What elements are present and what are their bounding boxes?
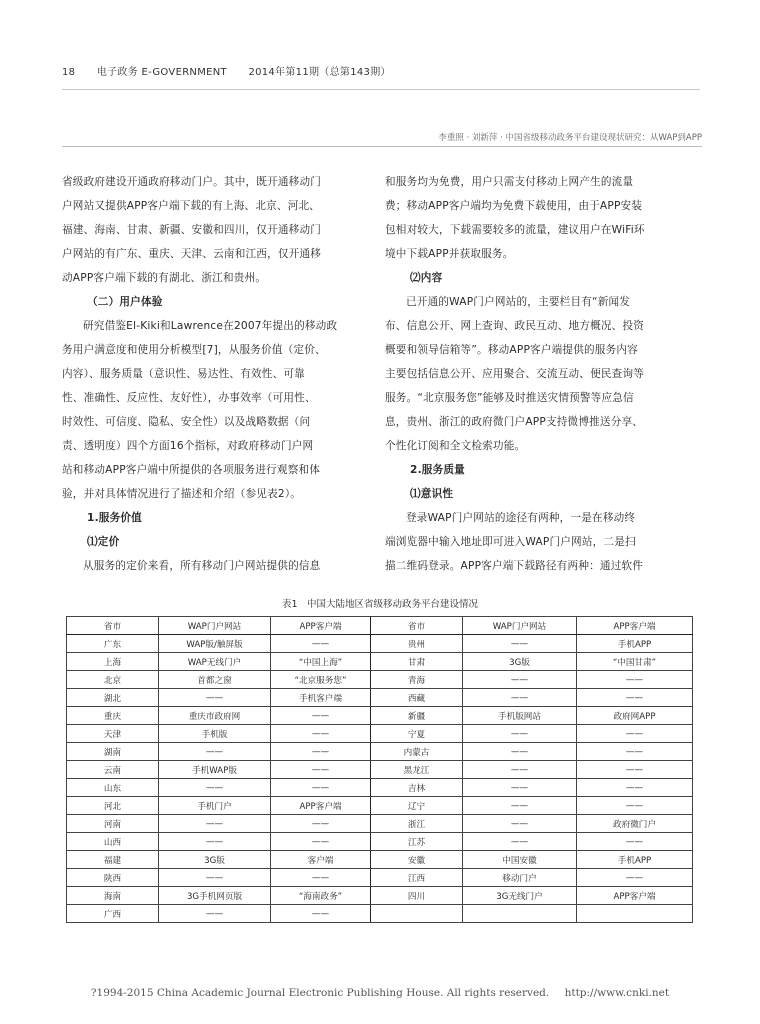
province-platform-table [66,616,693,923]
table-cell: 手机版网站 [463,707,577,725]
paragraph-line: 布、信息公开、网上查询、政民互动、地方概况、投资 [385,320,645,332]
table-cell: —— [463,725,577,743]
table-cell: —— [577,725,693,743]
section-heading: ⑴定价 [87,536,120,548]
table-header-cell: 省市 [371,617,463,635]
table-cell: —— [463,689,577,707]
paragraph-line: 费；移动APP客户端均为免费下载使用，由于APP安装 [385,200,643,212]
table-cell: —— [159,815,271,833]
table-cell: —— [159,779,271,797]
paragraph-line: 服务。“北京服务您”能够及时推送灾情预警等应急信 [385,392,634,404]
table-cell: 安徽 [371,851,463,869]
table-cell: WAP版/触屏版 [159,635,271,653]
table-row [67,761,693,779]
table-cell: 甘肃 [371,653,463,671]
table-cell: “北京服务您” [271,671,371,689]
right-column [385,170,685,578]
table-cell: —— [577,869,693,887]
table-cell: 四川 [371,887,463,905]
table-cell: —— [577,833,693,851]
table-cell: —— [463,833,577,851]
footer [0,987,760,999]
journal-name: 电子政务 E-GOVERNMENT [96,67,227,78]
table-cell: —— [271,815,371,833]
paragraph-line: 研究借鉴El-Kiki和Lawrence在2007年提出的移动政 [83,320,338,332]
table-cell: 手机WAP版 [159,761,271,779]
table-cell: WAP无线门户 [159,653,271,671]
table-cell: —— [271,725,371,743]
table-row [67,779,693,797]
table-cell: 新疆 [371,707,463,725]
left-column [62,170,362,578]
table-cell: —— [463,671,577,689]
table-cell: 手机客户端 [271,689,371,707]
paragraph-line: 责、透明度）四个方面16个指标，对政府移动门户网 [62,440,314,452]
table-row [67,869,693,887]
table-cell: 贵州 [371,635,463,653]
table-cell: —— [159,689,271,707]
paragraph-line: 福建、海南、甘肃、新疆、安徽和四川，仅开通移动门 [62,224,322,236]
table-cell: 手机门户 [159,797,271,815]
table-header-row [67,617,693,635]
table-header-cell: 省市 [67,617,159,635]
table-cell: 首都之窗 [159,671,271,689]
paragraph-line: 已开通的WAP门户网站的，主要栏目有“新闻发 [406,296,631,308]
paragraph-line: 验，并对具体情况进行了描述和介绍（参见表2）。 [62,488,302,500]
table-cell: APP客户端 [577,887,693,905]
table-cell: 湖北 [67,689,159,707]
copyright-notice: ?1994-2015 China Academic Journal Electronic Publishing House. All rights reserved. [90,987,550,999]
paragraph-line: 描二维码登录。APP客户端下载路径有两种：通过软件 [385,560,644,572]
table-cell: 中国安徽 [463,851,577,869]
table-cell: —— [271,905,371,923]
table-cell: 宁夏 [371,725,463,743]
table-row [67,797,693,815]
table-cell [577,905,693,923]
paragraph-line: 个性化订阅和全文检索功能。 [385,440,526,452]
table-cell: 3G无线门户 [463,887,577,905]
table-cell: 云南 [67,761,159,779]
running-header [62,63,409,78]
table-row [67,815,693,833]
paragraph-line: 动APP客户端下载的有湖北、浙江和贵州。 [62,272,267,284]
table-cell: “中国甘肃” [577,653,693,671]
table-cell: 3G手机网页版 [159,887,271,905]
table-cell: —— [271,779,371,797]
table-cell: 江西 [371,869,463,887]
issue-info: 2014年第11期（总第143期） [248,67,391,78]
table-cell: —— [271,707,371,725]
table-cell: —— [159,869,271,887]
section-heading: 1.服务价值 [87,512,142,524]
table-header-cell: WAP门户网站 [159,617,271,635]
paragraph-line: 省级政府建设开通政府移动门户。其中，既开通移动门 [62,176,322,188]
table-cell: 北京 [67,671,159,689]
table-cell: 河南 [67,815,159,833]
table-cell: —— [463,779,577,797]
table-cell: —— [577,671,693,689]
table-cell: 政府微门户 [577,815,693,833]
paragraph-line: 息，贵州、浙江的政府微门户APP支持微博推送分享、 [385,416,644,428]
table-cell [371,905,463,923]
table-header-cell: WAP门户网站 [463,617,577,635]
header-rule [62,89,700,90]
table-cell: 河北 [67,797,159,815]
table-row [67,671,693,689]
table-cell: 广西 [67,905,159,923]
table-cell: 上海 [67,653,159,671]
table-row [67,653,693,671]
table-header-cell: APP客户端 [271,617,371,635]
paragraph-line: 时效性、可信度、隐私、安全性）以及战略数据（问 [62,416,311,428]
table-cell: —— [159,743,271,761]
table-cell: 3G版 [463,653,577,671]
table-cell: —— [271,833,371,851]
table-cell: 西藏 [371,689,463,707]
table-cell: —— [577,743,693,761]
paragraph-line: 主要包括信息公开、应用聚合、交流互动、便民查询等 [385,368,645,380]
table-row [67,725,693,743]
table-cell: 青海 [371,671,463,689]
table-row [67,905,693,923]
table-row [67,833,693,851]
cnki-url[interactable]: http://www.cnki.net [564,987,670,999]
table-cell: —— [463,815,577,833]
paragraph-line: 登录WAP门户网站的途径有两种，一是在移动终 [406,512,636,524]
table-header-cell: APP客户端 [577,617,693,635]
table-cell: 陕西 [67,869,159,887]
table-row [67,743,693,761]
table-cell: 山东 [67,779,159,797]
table-cell: 吉林 [371,779,463,797]
paragraph-line: 户网站又提供APP客户端下载的有上海、北京、河北、 [62,200,321,212]
paragraph-line: 户网站的有广东、重庆、天津、云南和江西，仅开通移 [62,248,322,260]
table-row [67,635,693,653]
table-cell [463,905,577,923]
table-cell: —— [577,689,693,707]
table-cell: —— [463,797,577,815]
section-heading: （二）用户体验 [87,296,163,308]
section-heading: ⑴意识性 [410,488,454,500]
paragraph-line: 性、准确性、反应性、友好性），办事效率（可用性、 [62,392,316,404]
paragraph-line: 包相对较大，下载需要较多的流量，建议用户在WiFi环 [385,224,645,236]
table-cell: —— [463,761,577,779]
table-cell: 移动门户 [463,869,577,887]
table-cell: 政府网APP [577,707,693,725]
table-cell: —— [577,797,693,815]
table-cell: 辽宁 [371,797,463,815]
table-cell: —— [271,869,371,887]
paragraph-line: 站和移动APP客户端中所提供的各项服务进行观察和体 [62,464,321,476]
table-row [67,689,693,707]
table-cell: —— [271,761,371,779]
page-number: 18 [62,67,76,78]
table-cell: —— [159,905,271,923]
table-row [67,851,693,869]
table-cell: 3G版 [159,851,271,869]
table-cell: —— [463,635,577,653]
table-cell: 湖南 [67,743,159,761]
table-cell: 客户端 [271,851,371,869]
table-cell: 内蒙古 [371,743,463,761]
table-cell: 浙江 [371,815,463,833]
table-cell: —— [463,743,577,761]
table-cell: —— [271,635,371,653]
table-cell: 手机APP [577,851,693,869]
byline-rule [62,146,702,147]
table-cell: —— [271,743,371,761]
table-cell: “海南政务” [271,887,371,905]
table-cell: 黑龙江 [371,761,463,779]
table-cell: 福建 [67,851,159,869]
table-cell: APP客户端 [271,797,371,815]
section-heading: 2.服务质量 [410,464,465,476]
table-cell: 山西 [67,833,159,851]
table-cell: 江苏 [371,833,463,851]
table-cell: 广东 [67,635,159,653]
table-row [67,707,693,725]
table-cell: 海南 [67,887,159,905]
article-byline: 李重照 · 刘新萍 · 中国省级移动政务平台建设现状研究：从WAP到APP [438,133,702,143]
table-cell: “中国上海” [271,653,371,671]
table-cell: 重庆 [67,707,159,725]
paragraph-line: 端浏览器中输入地址即可进入WAP门户网站，二是扫 [385,536,636,548]
section-heading: ⑵内容 [410,272,443,284]
paragraph-line: 和服务均为免费，用户只需支付移动上网产生的流量 [385,176,634,188]
table-cell: 重庆市政府网 [159,707,271,725]
paragraph-line: 务用户满意度和使用分析模型[7]，从服务价值（定价、 [62,344,326,356]
paragraph-line: 概要和领导信箱等”。移动APP客户端提供的服务内容 [385,344,638,356]
table-cell: —— [577,779,693,797]
paragraph-line: 境中下载APP并获取服务。 [385,248,514,260]
table-cell: 天津 [67,725,159,743]
paragraph-line: 内容）、服务质量（意识性、易达性、有效性、可靠 [62,368,305,380]
table-cell: —— [577,761,693,779]
table-cell: 手机版 [159,725,271,743]
table-caption: 表1 中国大陆地区省级移动政务平台建设情况 [281,599,479,610]
table-cell: —— [159,833,271,851]
table-row [67,887,693,905]
paragraph-line: 从服务的定价来看，所有移动门户网站提供的信息 [83,560,321,572]
table-cell: 手机APP [577,635,693,653]
